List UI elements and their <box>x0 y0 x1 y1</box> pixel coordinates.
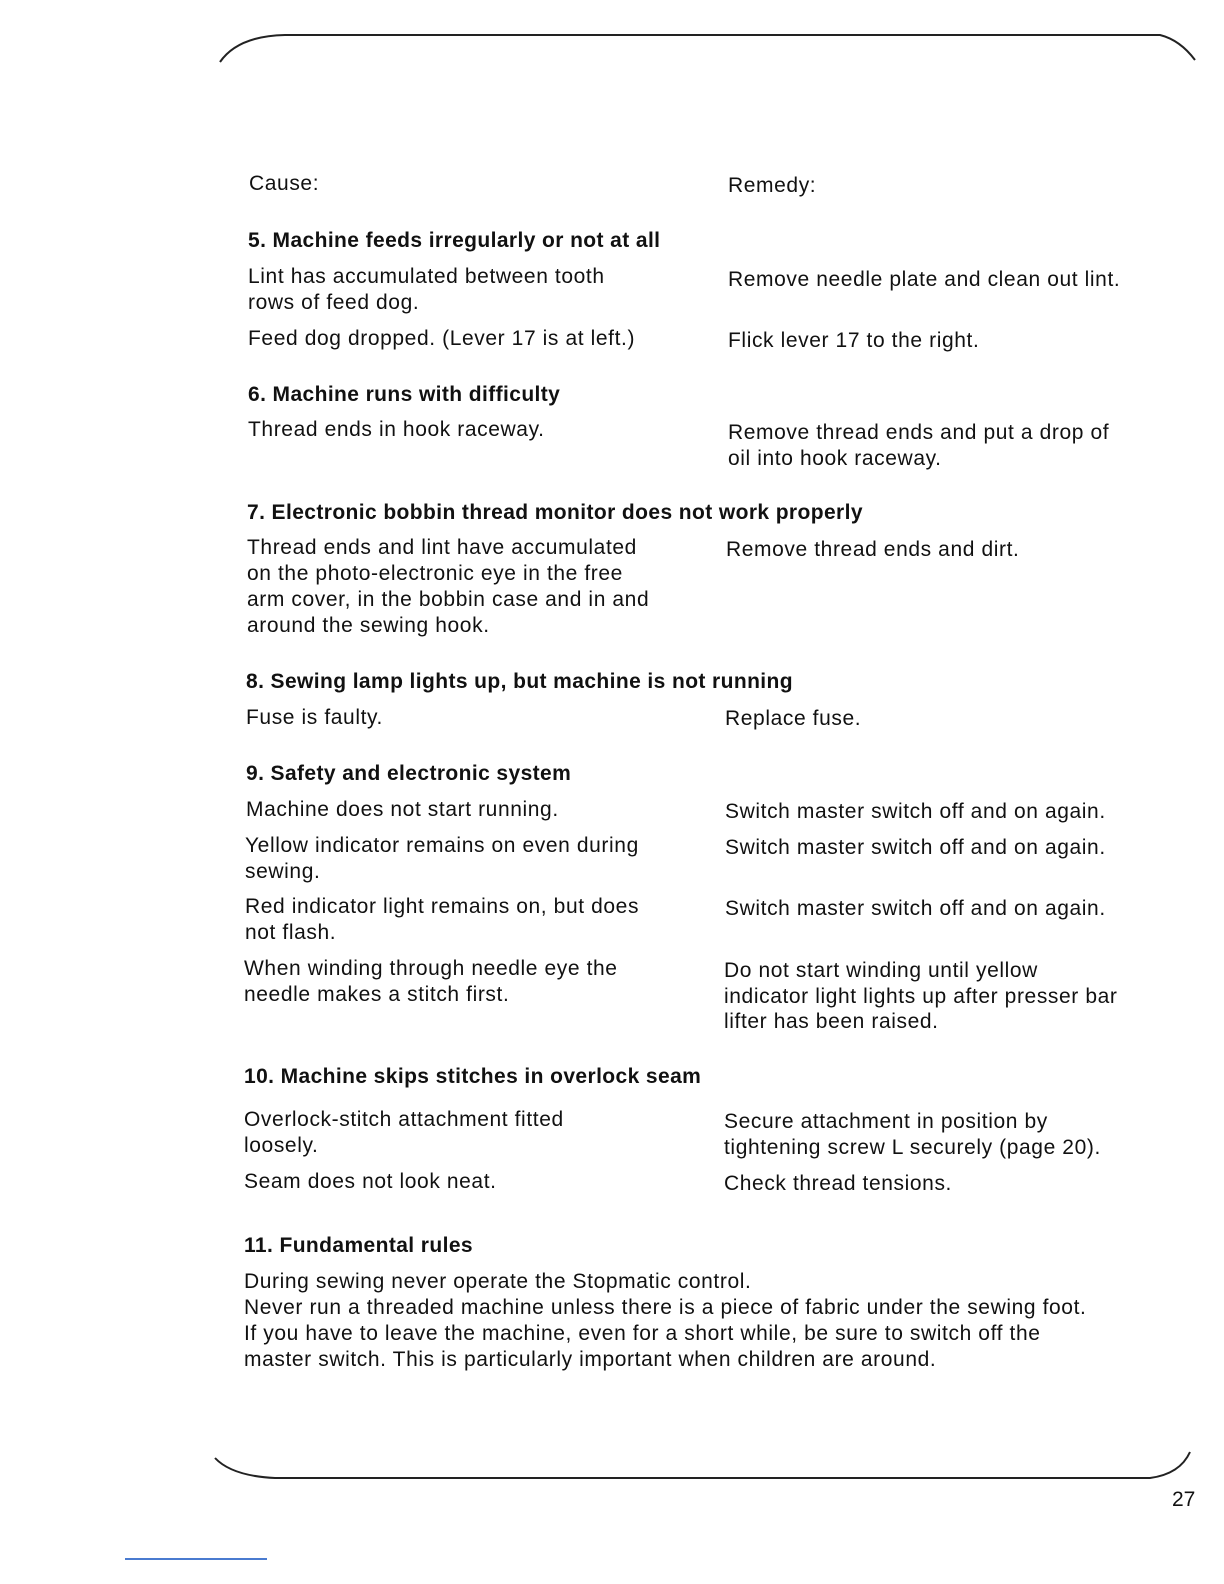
s9-remedy-4-line-3: lifter has been raised. <box>724 1010 939 1033</box>
s9-cause-4-line-2: needle makes a stitch first. <box>244 983 510 1006</box>
s11-line-3: If you have to leave the machine, even for a short while, be sure to switch off the <box>244 1322 1041 1345</box>
s10-cause-2: Seam does not look neat. <box>244 1170 497 1193</box>
section-11-title: 11. Fundamental rules <box>244 1234 473 1257</box>
section-5-title: 5. Machine feeds irregularly or not at all <box>248 229 661 252</box>
remedy-column-label: Remedy: <box>728 174 817 197</box>
s11-line-1: During sewing never operate the Stopmatic control. <box>244 1270 752 1293</box>
s6-remedy-1-line-2: oil into hook raceway. <box>728 447 942 470</box>
s5-cause-2: Feed dog dropped. (Lever 17 is at left.) <box>248 327 636 350</box>
s9-remedy-4-line-2: indicator light lights up after presser bar <box>724 985 1118 1008</box>
cause-column-label: Cause: <box>249 172 320 195</box>
s9-cause-2-line-1: Yellow indicator remains on even during <box>245 834 639 857</box>
s10-cause-1-line-1: Overlock-stitch attachment fitted <box>244 1108 564 1131</box>
section-8-title: 8. Sewing lamp lights up, but machine is not running <box>246 670 793 693</box>
s7-cause-1-line-4: around the sewing hook. <box>247 614 490 637</box>
s5-cause-1-line-1: Lint has accumulated between tooth <box>248 265 605 288</box>
s9-cause-3-line-2: not flash. <box>245 921 337 944</box>
s11-line-4: master switch. This is particularly important when children are around. <box>244 1348 937 1371</box>
s9-remedy-2: Switch master switch off and on again. <box>725 836 1106 859</box>
s9-remedy-1: Switch master switch off and on again. <box>725 800 1106 823</box>
page-number: 27 <box>1172 1488 1196 1511</box>
s7-cause-1-line-1: Thread ends and lint have accumulated <box>247 536 637 559</box>
s9-cause-4-line-1: When winding through needle eye the <box>244 957 618 980</box>
s6-remedy-1-line-1: Remove thread ends and put a drop of <box>728 421 1110 444</box>
s9-cause-1: Machine does not start running. <box>246 798 559 821</box>
s10-remedy-1-line-2: tightening screw L securely (page 20). <box>724 1136 1101 1159</box>
section-10-title: 10. Machine skips stitches in overlock seam <box>244 1065 702 1088</box>
s7-cause-1-line-2: on the photo-electronic eye in the free <box>247 562 623 585</box>
s10-remedy-1-line-1: Secure attachment in position by <box>724 1110 1048 1133</box>
section-6-title: 6. Machine runs with difficulty <box>248 383 561 406</box>
s10-remedy-2: Check thread tensions. <box>724 1172 952 1195</box>
s5-remedy-2: Flick lever 17 to the right. <box>728 329 980 352</box>
s6-cause-1: Thread ends in hook raceway. <box>248 418 545 441</box>
s8-remedy-1: Replace fuse. <box>725 707 862 730</box>
s5-cause-1-line-2: rows of feed dog. <box>248 291 420 314</box>
s5-remedy-1: Remove needle plate and clean out lint. <box>728 268 1121 291</box>
section-9-title: 9. Safety and electronic system <box>246 762 572 785</box>
s11-line-2: Never run a threaded machine unless there is a piece of fabric under the sewing foot. <box>244 1296 1087 1319</box>
s7-remedy-1: Remove thread ends and dirt. <box>726 538 1020 561</box>
s9-remedy-4-line-1: Do not start winding until yellow <box>724 959 1038 982</box>
blue-underline-mark <box>125 1558 267 1560</box>
s10-cause-1-line-2: loosely. <box>244 1134 319 1157</box>
s9-remedy-3: Switch master switch off and on again. <box>725 897 1106 920</box>
s9-cause-3-line-1: Red indicator light remains on, but does <box>245 895 640 918</box>
section-7-title: 7. Electronic bobbin thread monitor does not work properly <box>247 501 863 524</box>
s7-cause-1-line-3: arm cover, in the bobbin case and in and <box>247 588 650 611</box>
s9-cause-2-line-2: sewing. <box>245 860 321 883</box>
s8-cause-1: Fuse is faulty. <box>246 706 383 729</box>
